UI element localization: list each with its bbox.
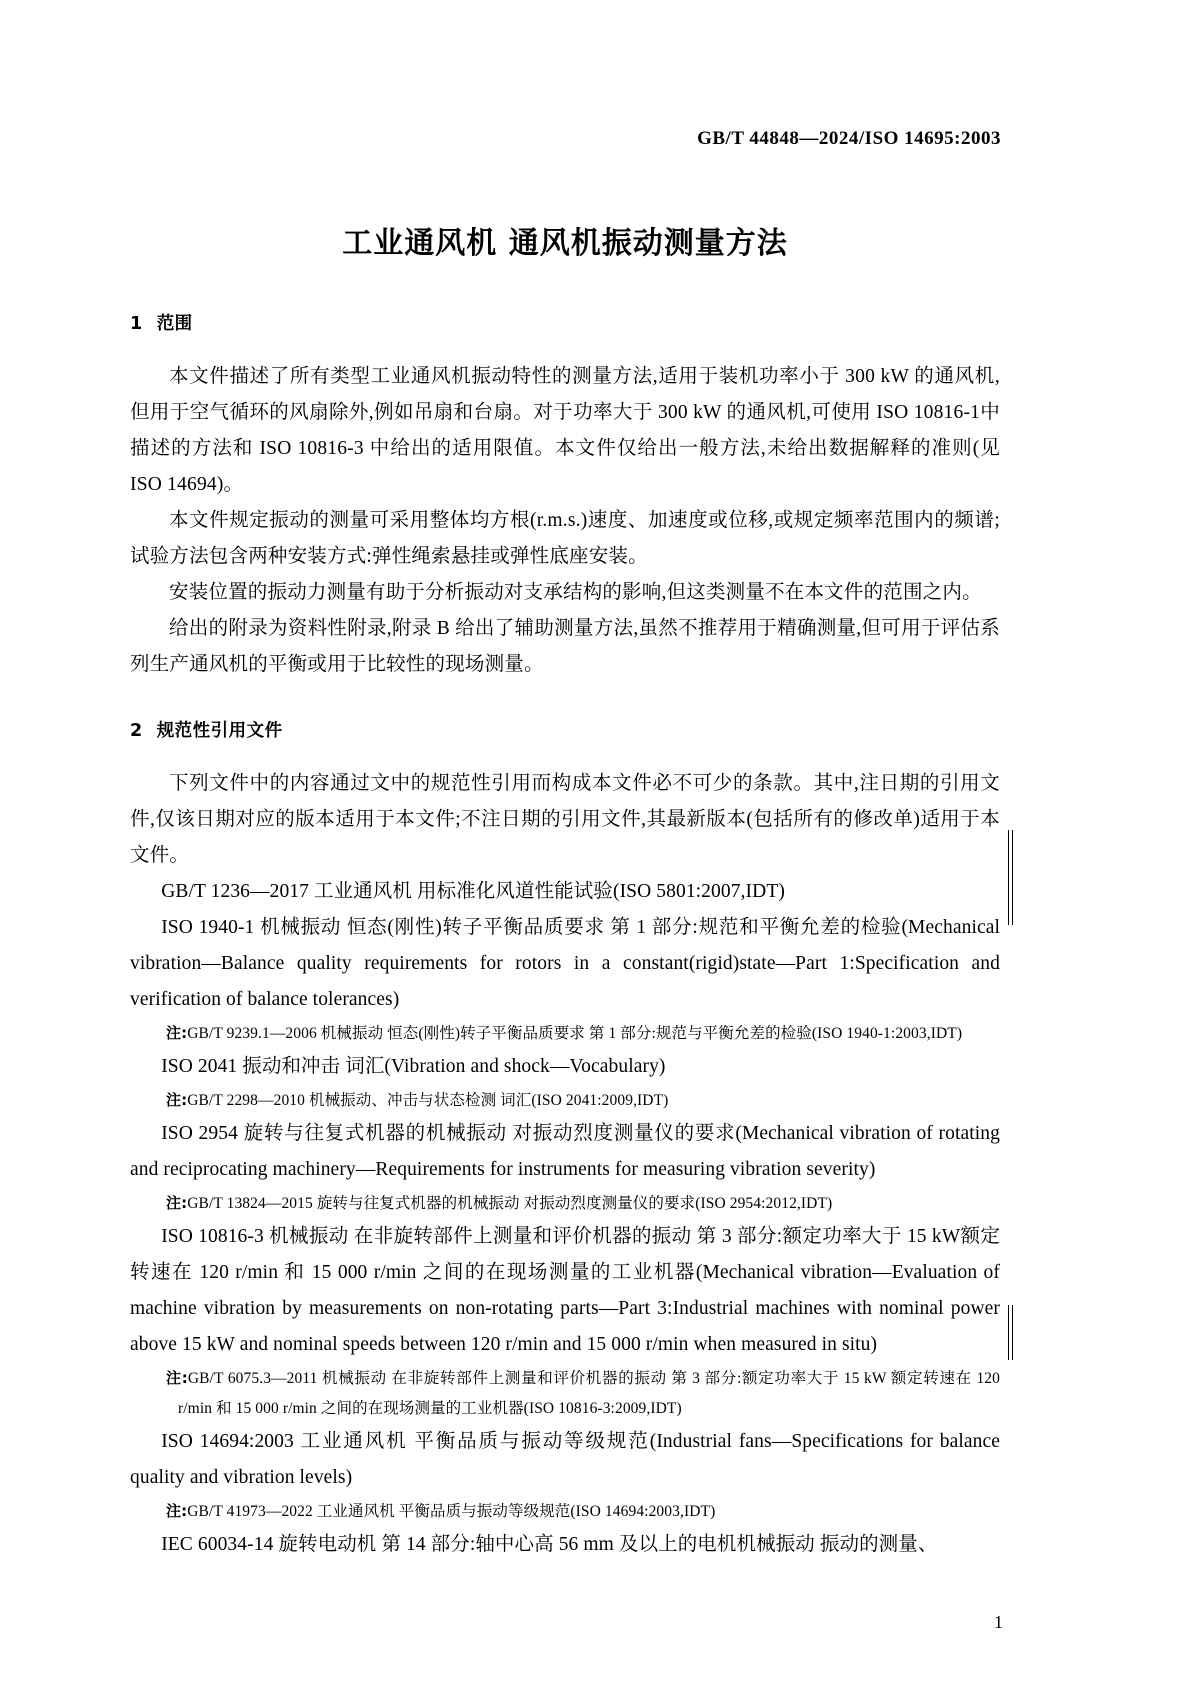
- note-text: GB/T 2298—2010 机械振动、冲击与状态检测 词汇(ISO 2041:2009,IDT): [187, 1092, 669, 1109]
- reference-note: [130, 1496, 1000, 1527]
- change-bar-iso-1940: [1008, 830, 1013, 925]
- page-title: 工业通风机 通风机振动测量方法: [342, 226, 788, 261]
- clause-number-1: 1: [130, 314, 143, 334]
- clause-heading-2: [130, 717, 1000, 742]
- clause-1-paragraph-4: 给出的附录为资料性附录,附录 B 给出了辅助测量方法,虽然不推荐用于精确测量,但可用于评估系列生产通风机的平衡或用于比较性的现场测量。: [130, 618, 1000, 675]
- note-text: GB/T 9239.1—2006 机械振动 恒态(刚性)转子平衡品质要求 第 1 部分:规范与平衡允差的检验(ISO 1940-1:2003,IDT): [187, 1025, 963, 1042]
- page-number: 1: [994, 1612, 1003, 1632]
- clause-heading-1: [130, 310, 1000, 335]
- spacer: [130, 335, 1000, 359]
- clause-1-paragraph-1: 本文件描述了所有类型工业通风机振动特性的测量方法,适用于装机功率小于 300 kW 的通风机,但用于空气循环的风扇除外,例如吊扇和台扇。对于功率大于 300 kW 的通风机,可使用 ISO 10816-1中描述的方法和 ISO 10816-3 中给出的适用限值。本文件仅给出一般方法,未给出数据解释的准则(见 ISO 14694)。: [130, 366, 1000, 495]
- note-label: 注:: [166, 1091, 188, 1109]
- reference-entry: ISO 1940-1 机械振动 恒态(刚性)转子平衡品质要求 第 1 部分:规范和平衡允差的检验(Mechanical vibration—Balance quality requirements for rotors in a constant(rigid)state—Part 1:Specification and verification of balance tolerances): [130, 917, 1000, 1010]
- spacer: [130, 262, 1000, 296]
- spacer: [130, 742, 1000, 766]
- note-label: 注:: [166, 1369, 188, 1387]
- note-label: 注:: [166, 1024, 188, 1042]
- reference-entry: IEC 60034-14 旋转电动机 第 14 部分:轴中心高 56 mm 及以上的电机机械振动 振动的测量、: [161, 1534, 938, 1555]
- reference-entry: ISO 2954 旋转与往复式机器的机械振动 对振动烈度测量仪的要求(Mechanical vibration of rotating and reciprocating machinery—Requirements for instruments for measuring vibration severity): [130, 1123, 1000, 1180]
- running-header: GB/T 44848—2024/ISO 14695:2003: [697, 128, 1001, 149]
- clause-title-2: 规范性引用文件: [156, 721, 283, 741]
- clause-title-1: 范围: [156, 314, 193, 334]
- reference-entry: ISO 14694:2003 工业通风机 平衡品质与振动等级规范(Industrial fans—Specifications for balance quality and vibration levels): [130, 1431, 1000, 1488]
- note-text: GB/T 13824—2015 旋转与往复式机器的机械振动 对振动烈度测量仪的要求(ISO 2954:2012,IDT): [187, 1195, 833, 1212]
- clause-1-paragraph-3: 安装位置的振动力测量有助于分析振动对支承结构的影响,但这类测量不在本文件的范围之内。: [169, 582, 982, 603]
- change-bar-iso-14694: [1008, 1305, 1013, 1360]
- note-text: GB/T 6075.3—2011 机械振动 在非旋转部件上测量和评价机器的振动 第 3 部分:额定功率大于 15 kW 额定转速在 120 r/min 和 15 000 r/min 之间的在现场测量的工业机器(ISO 10816-3:2009,IDT): [178, 1370, 1001, 1417]
- reference-note: [130, 1188, 1000, 1219]
- clause-number-2: 2: [130, 721, 143, 741]
- reference-note: [130, 1085, 1000, 1116]
- page-content: [130, 200, 1000, 1563]
- clause-2-intro: 下列文件中的内容通过文中的规范性引用而构成本文件必不可少的条款。其中,注日期的引用文件,仅该日期对应的版本适用于本文件;不注日期的引用文件,其最新版本(包括所有的修改单)适用于本文件。: [130, 773, 1000, 866]
- spacer: [130, 296, 1000, 310]
- spacer: [130, 683, 1000, 717]
- note-text: GB/T 41973—2022 工业通风机 平衡品质与振动等级规范(ISO 14694:2003,IDT): [187, 1503, 716, 1520]
- reference-entry: ISO 2041 振动和冲击 词汇(Vibration and shock—Vocabulary): [161, 1056, 666, 1077]
- clause-1-paragraph-2: 本文件规定振动的测量可采用整体均方根(r.m.s.)速度、加速度或位移,或规定频率范围内的频谱;试验方法包含两种安装方式:弹性绳索悬挂或弹性底座安装。: [130, 510, 1000, 567]
- normative-reference-list: [130, 874, 1000, 1563]
- reference-note: [130, 1363, 1000, 1424]
- reference-entry: ISO 10816-3 机械振动 在非旋转部件上测量和评价机器的振动 第 3 部分:额定功率大于 15 kW额定转速在 120 r/min 和 15 000 r/min 之间的在现场测量的工业机器(Mechanical vibration—Evaluation of machine vibration by measurements on non-rotating parts—Part 3:Industrial machines with nominal power above 15 kW and nominal speeds between 120 r/min and 15 000 r/min when measured in situ): [130, 1226, 1000, 1355]
- reference-note: [130, 1018, 1000, 1049]
- reference-entry: GB/T 1236—2017 工业通风机 用标准化风道性能试验(ISO 5801:2007,IDT): [161, 881, 785, 902]
- note-label: 注:: [166, 1502, 188, 1520]
- note-label: 注:: [166, 1194, 188, 1212]
